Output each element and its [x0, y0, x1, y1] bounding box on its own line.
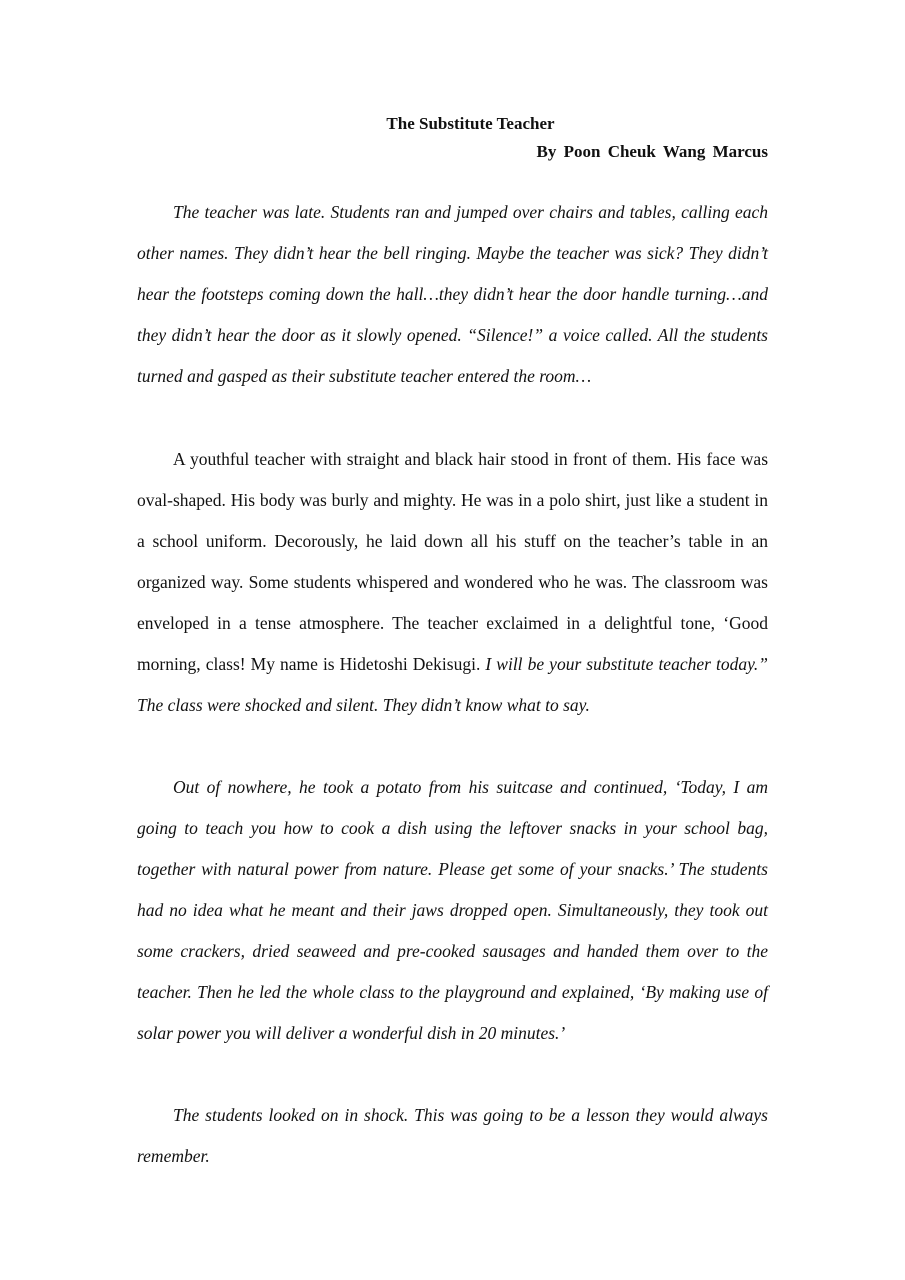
- story-author: By Poon Cheuk Wang Marcus: [536, 142, 768, 161]
- paragraph-2-regular-text: A youthful teacher with straight and black hair stood in front of them. His face was oval-shaped. His body was burly and mighty. He was in a polo shirt, just like a student in a school uniform. Decorously, he laid down all his stuff on the teacher’s table in an organized way. Some students whispered and wondered who he was. The classroom was enveloped in a tense atmosphere. The teacher exclaimed in a delightful tone, ‘Good morning, class! My name is Hidetoshi Dekisugi.: [137, 449, 768, 674]
- paragraph-2: [137, 439, 768, 726]
- story-title: The Substitute Teacher: [386, 114, 555, 133]
- paragraph-2-italic-text: I will be your substitute teacher today.” The class were shocked and silent. They didn’t know what to say.: [137, 654, 768, 715]
- paragraph-3: Out of nowhere, he took a potato from his suitcase and continued, ‘Today, I am going to teach you how to cook a dish using the leftover snacks in your school bag, together with natural power from nature. Please get some of your snacks.’ The students had no idea what he meant and their jaws dropped open. Simultaneously, they took out some crackers, dried seaweed and pre-cooked sausages and handed them over to the teacher. Then he led the whole class to the playground and explained, ‘By making use of solar power you will deliver a wonderful dish in 20 minutes.’: [137, 777, 768, 1043]
- paragraph-1: The teacher was late. Students ran and jumped over chairs and tables, calling each other names. They didn’t hear the bell ringing. Maybe the teacher was sick? They didn’t hear the footsteps coming down the hall…they didn’t hear the door handle turning…and they didn’t hear the door as it slowly opened. “Silence!” a voice called. All the students turned and gasped as their substitute teacher entered the room…: [137, 202, 768, 386]
- paragraph-4: The students looked on in shock. This was going to be a lesson they would always remember.: [137, 1105, 768, 1166]
